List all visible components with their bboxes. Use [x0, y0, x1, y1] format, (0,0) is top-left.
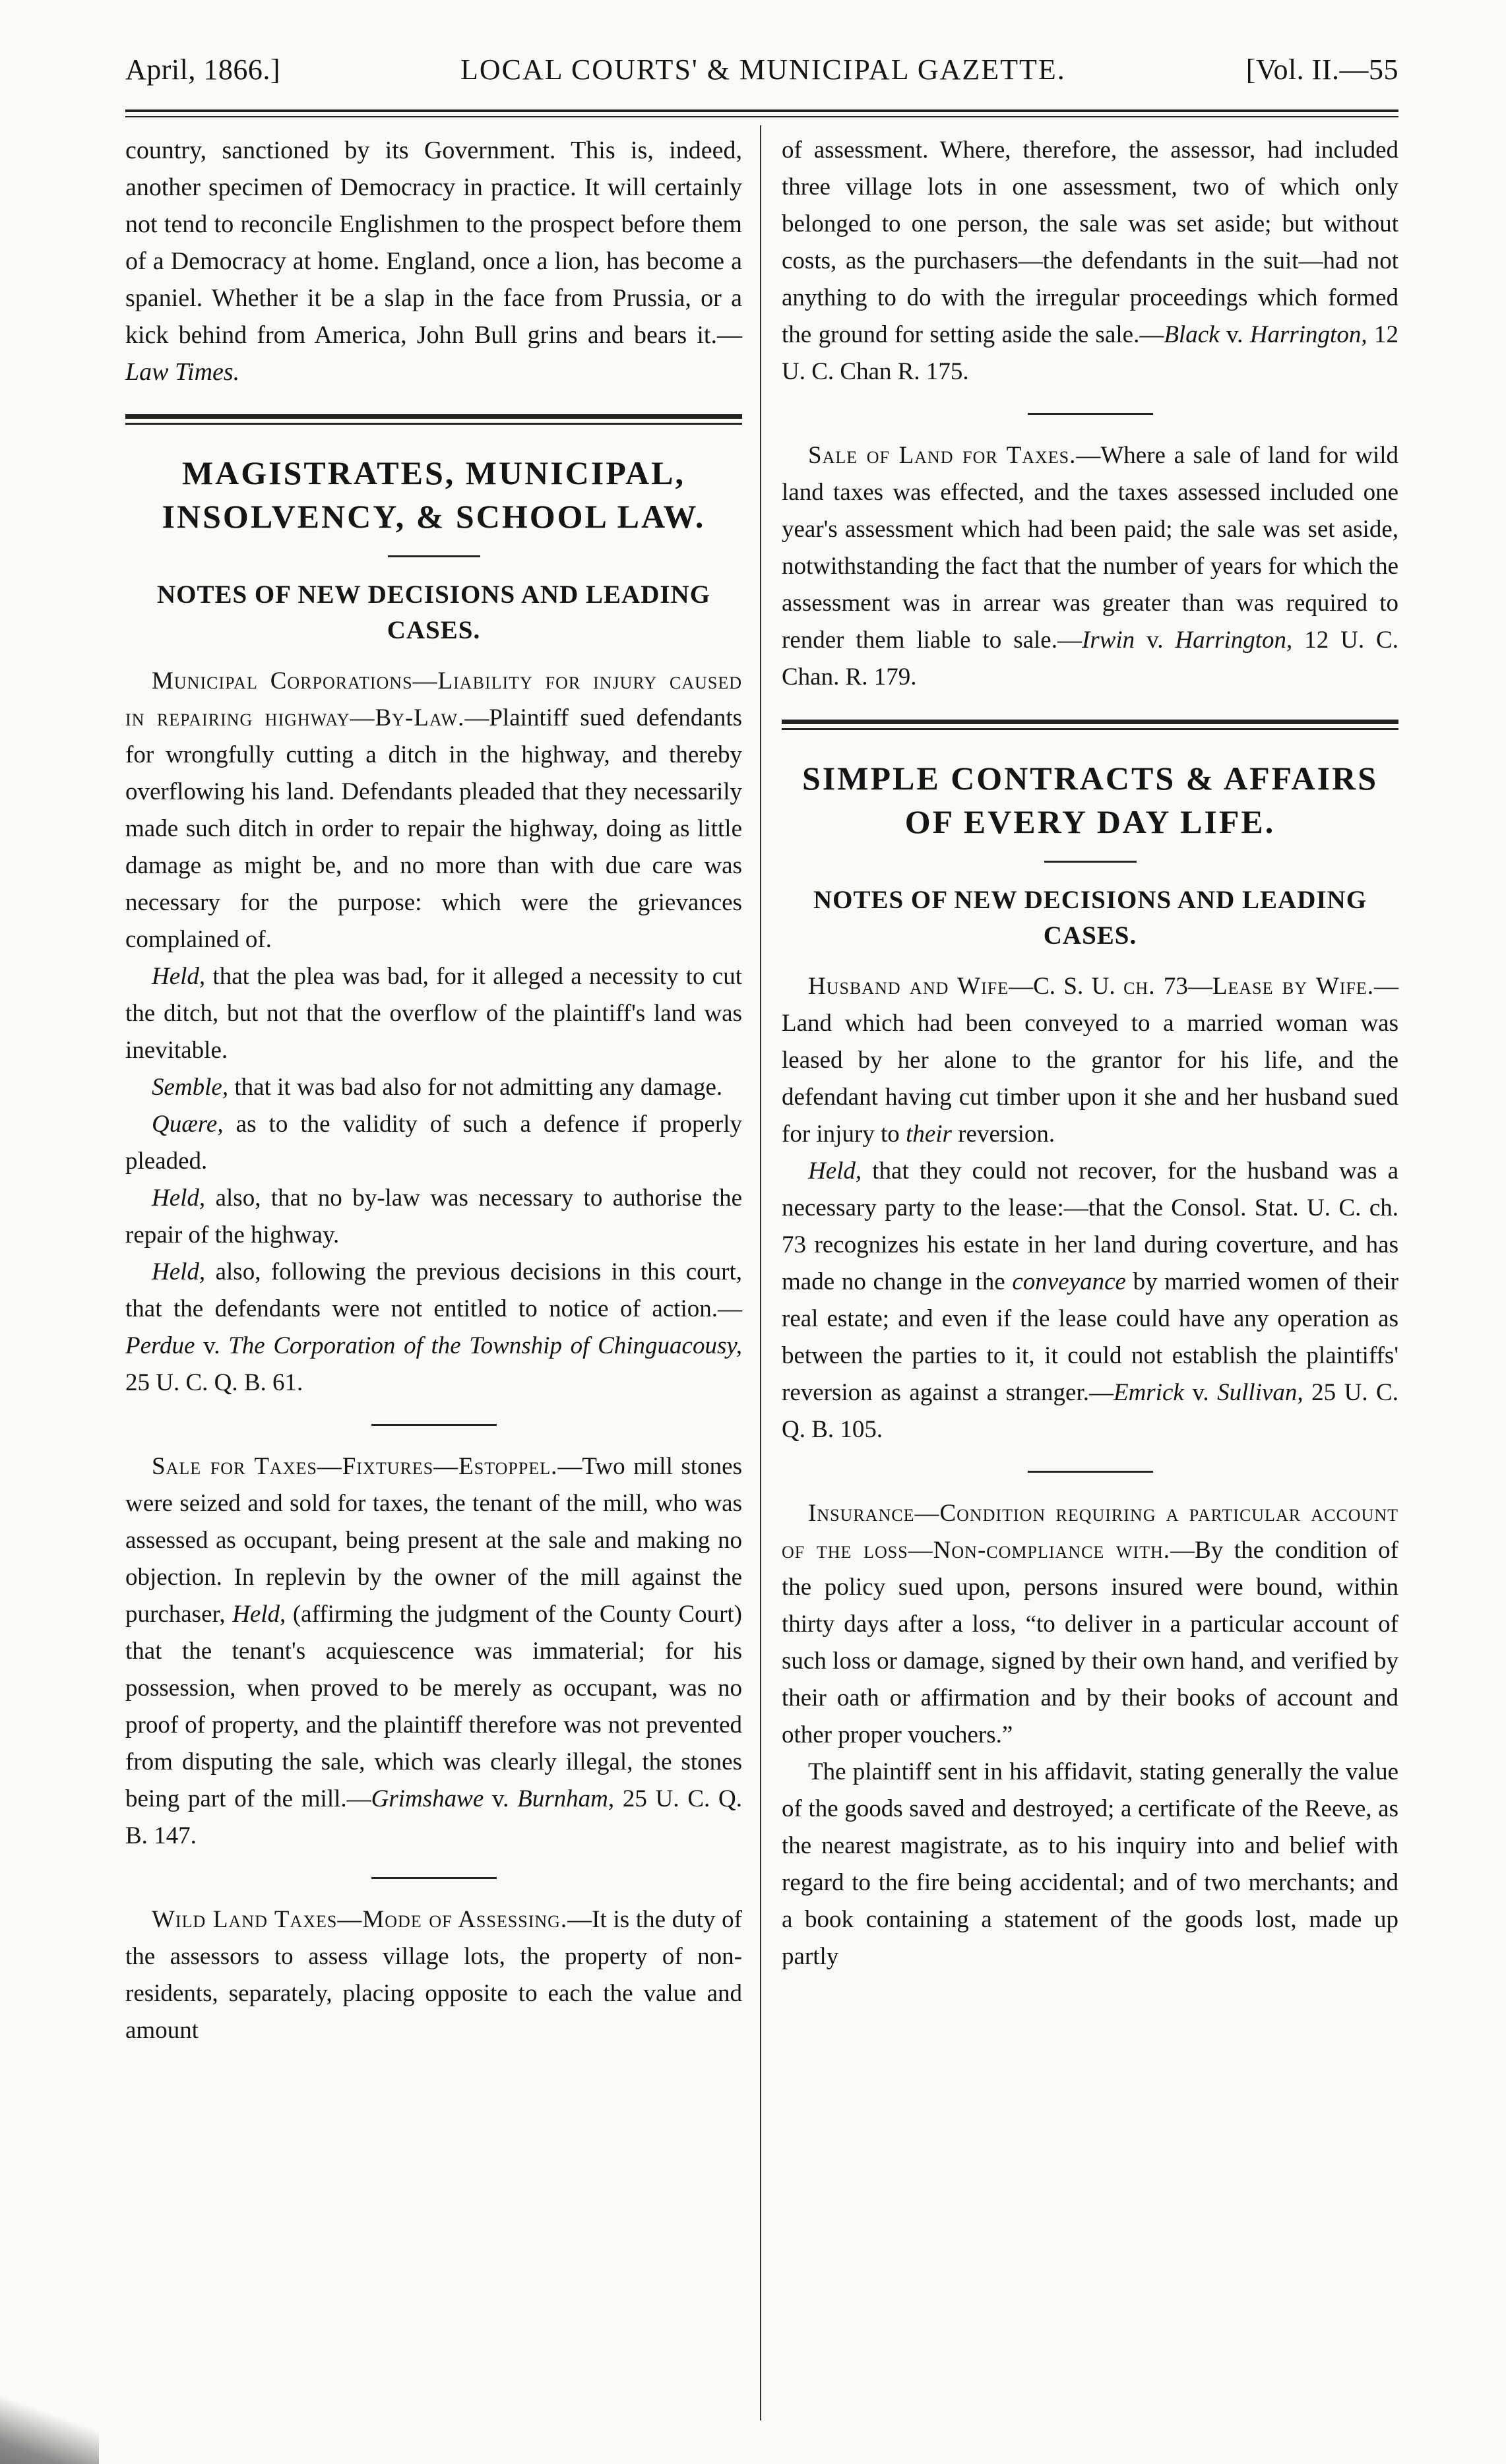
- citation-reference: 25 U. C. Q. B. 147.: [125, 1785, 742, 1849]
- citation-party: Perdue: [125, 1332, 195, 1359]
- citation-party: Burnham,: [517, 1785, 615, 1812]
- case-husband-and-wife: [782, 968, 1398, 1153]
- quaere-label: Quære,: [152, 1111, 224, 1138]
- held-text: that they could not recover, for the husband was a necessary party to the lease:—that the Consol. Stat. U. C. ch. 73 recognizes his estate in her land during coverture, and has made no change in the: [782, 1157, 1398, 1295]
- intro-text: country, sanctioned by its Government. This is, indeed, another specimen of Democracy in practice. It will certainly not tend to reconcile Englishmen to the prospect before them of a Democracy at home. England, once a lion, has become a spaniel. Whether it be a slap in the face from Prussia, or a kick behind from America, John Bull grins and bears it.—: [125, 137, 742, 349]
- citation-reference: 25 U. C. Q. B. 61.: [125, 1369, 303, 1396]
- held-label: Held,: [232, 1601, 286, 1628]
- citation-party: Harrington,: [1175, 627, 1293, 654]
- citation-party: Black: [1164, 321, 1220, 348]
- case-semble: [125, 1069, 742, 1106]
- case-text: —Two mill stones were seized and sold for taxes, the tenant of the mill, who was assessed as occupant, being present at the sale and making no objection. In replevin by the owner of the mill against the purchaser,: [125, 1453, 743, 1628]
- case-text: —Land which had been conveyed to a married woman was leased by her alone to the grantor for his life, and the defendant having cut timber upon it she and her husband sued for injury to: [782, 973, 1398, 1148]
- citation-versus: v.: [1219, 321, 1250, 348]
- case-wild-land-taxes-continued: [782, 132, 1398, 390]
- case-municipal-corporations: [125, 663, 742, 958]
- case-heading: Husband and Wife: [808, 973, 1009, 1000]
- case-heading: Wild Land Taxes—Mode of Assessing.: [152, 1906, 568, 1933]
- citation-versus: v.: [1135, 627, 1176, 654]
- held-text: also, that no by-law was necessary to authorise the repair of the highway.: [125, 1185, 742, 1248]
- intro-source: Law Times.: [125, 358, 240, 386]
- right-column: [782, 132, 1398, 1975]
- case-wild-land-taxes: [125, 1901, 742, 2049]
- case-held-3: [125, 1254, 742, 1401]
- case-insurance-para-2: The plaintiff sent in his affidavit, stating generally the value of the goods saved and destroyed; a certificate of the Reeve, as the nearest magistrate, as to his inquiry into and belief with regard to the fire being accidental; and of two merchants; and a book containing a statement of the goods lost, made up partly: [782, 1758, 1398, 1970]
- left-column: [125, 132, 742, 2049]
- case-sale-for-taxes: [125, 1448, 742, 1855]
- citation-versus: v.: [195, 1332, 229, 1359]
- case-heading: Municipal Corporations—Liability for injury caused in repairing highway—By-Law.: [125, 667, 742, 731]
- citation-party: The Corporation of the Township of Chinguacousy,: [228, 1332, 742, 1359]
- gazette-page: [125, 40, 1398, 2427]
- held-label: Held,: [152, 1258, 206, 1285]
- case-text: of assessment. Where, therefore, the assessor, had included three village lots in one assessment, two of which only belonged to one person, the sale was set aside; but without costs, as the purchasers—the defendants in the suit—had not anything to do with the irregular proceedings which formed the ground for setting aside the sale.—: [782, 137, 1398, 348]
- section-divider: [125, 414, 742, 425]
- case-held-2: [125, 1180, 742, 1254]
- case-heading-number: 73—: [1155, 973, 1212, 1000]
- column-divider: [760, 125, 761, 2420]
- page-header: [125, 40, 1398, 99]
- case-text: (affirming the judgment of the County Court) that the tenant's acquiescence was immaterial; for his possession, when proved to be merely as occupant, was no proof of property, and the plaintiff therefore was not prevented from disputing the sale, which was clearly illegal, the stones being part of the mill.—: [125, 1601, 742, 1812]
- header-rule: [125, 109, 1398, 117]
- citation-party: Emrick: [1113, 1379, 1184, 1406]
- case-held: [782, 1153, 1398, 1448]
- case-text: reversion.: [951, 1121, 1055, 1148]
- case-text: —By the condition of the policy sued upon, persons insured were bound, within thirty days after a loss, “to deliver in a particular account of such loss or damage, signed by their own hand, and verified by their oath or affirmation and by their books of account and other proper vouchers.”: [782, 1537, 1398, 1748]
- header-title: LOCAL COURTS' & MUNICIPAL GAZETTE.: [460, 53, 1066, 86]
- case-sale-of-land-for-taxes: [782, 437, 1398, 696]
- case-heading: Sale for Taxes—Fixtures—Estoppel.: [152, 1453, 558, 1480]
- case-text: —It is the duty of the assessors to assess village lots, the property of non-residents, separately, placing opposite to each the value and amount: [125, 1906, 742, 2044]
- case-heading: Lease by Wife.: [1212, 973, 1374, 1000]
- emphasis: their: [906, 1121, 952, 1148]
- citation-party: Sullivan,: [1217, 1379, 1303, 1406]
- case-divider: [371, 1877, 497, 1879]
- citation-reference: 12 U. C. Chan R. 175.: [782, 321, 1398, 385]
- held-text: by married women of their real estate; and even if the lease could have any operation as between the parties to it, it could not establish the plaintiffs' reversion as against a stranger.—: [782, 1268, 1399, 1406]
- case-text: —Where a sale of land for wild land taxes was effected, and the taxes assessed included one year's assessment which had been paid; the sale was set aside, notwithstanding the fact that the number of years for which the assessment was in arrear was greater than was required to render them liable to sale.—: [782, 442, 1398, 654]
- semble-label: Semble,: [152, 1074, 229, 1101]
- citation-party: Grimshawe: [371, 1785, 484, 1812]
- section-title-line-2: INSOLVENCY, & SCHOOL LAW.: [162, 498, 706, 535]
- case-heading: Insurance—Condition requiring a particular account of the loss—Non-compliance with.: [782, 1500, 1398, 1564]
- emphasis: conveyance: [1012, 1268, 1126, 1295]
- section-title-line-1: SIMPLE CONTRACTS & AFFAIRS: [802, 760, 1378, 797]
- held-label: Held,: [808, 1157, 862, 1185]
- notes-title: NOTES OF NEW DECISIONS AND LEADING CASES.: [813, 886, 1367, 950]
- case-divider: [1028, 413, 1153, 415]
- notes-title: NOTES OF NEW DECISIONS AND LEADING CASES.: [156, 580, 711, 644]
- header-volume: [Vol. II.—55: [1245, 53, 1398, 86]
- case-heading-chapter: ch.: [1123, 973, 1156, 1000]
- held-text: that the plea was bad, for it alleged a necessity to cut the ditch, but not that the overflow of the plaintiff's land was inevitable.: [125, 963, 742, 1064]
- section-title-line-1: MAGISTRATES, MUNICIPAL,: [181, 454, 686, 491]
- quaere-text: as to the validity of such a defence if properly pleaded.: [125, 1111, 742, 1175]
- case-quaere: [125, 1106, 742, 1180]
- case-heading-statute: —C. S. U.: [1009, 973, 1124, 1000]
- semble-text: that it was bad also for not admitting any damage.: [228, 1074, 723, 1101]
- case-heading: Sale of Land for Taxes.: [808, 442, 1077, 469]
- section-divider: [782, 720, 1398, 730]
- citation-party: Irwin: [1081, 627, 1135, 654]
- title-rule: [388, 555, 480, 557]
- citation-reference: 25 U. C. Q. B. 105.: [782, 1379, 1398, 1443]
- citation-versus: v.: [1183, 1379, 1218, 1406]
- case-divider: [1028, 1471, 1153, 1473]
- held-label: Held,: [152, 1185, 206, 1212]
- page-corner-shadow: [0, 2385, 99, 2464]
- case-held-1: [125, 958, 742, 1069]
- citation-versus: v.: [484, 1785, 518, 1812]
- case-divider: [371, 1424, 497, 1426]
- intro-paragraph: [125, 132, 742, 390]
- citation-reference: 12 U. C. Chan. R. 179.: [782, 627, 1398, 691]
- held-text: also, following the previous decisions in this court, that the defendants were not entitled to notice of action.—: [125, 1258, 742, 1322]
- header-date: April, 1866.]: [125, 53, 281, 86]
- citation-party: Harrington,: [1249, 321, 1367, 348]
- case-text: —Plaintiff sued defendants for wrongfully cutting a ditch in the highway, and thereby overflowing his land. Defendants pleaded that they necessarily made such ditch in order to repair the highway, doing as little damage as might be, and no more than with due care was necessary for the purpose: which were the grievances complained of.: [125, 704, 742, 953]
- title-rule: [1044, 861, 1137, 863]
- case-insurance: [782, 1495, 1398, 1754]
- held-label: Held,: [152, 963, 206, 990]
- section-title-line-2: OF EVERY DAY LIFE.: [904, 803, 1276, 840]
